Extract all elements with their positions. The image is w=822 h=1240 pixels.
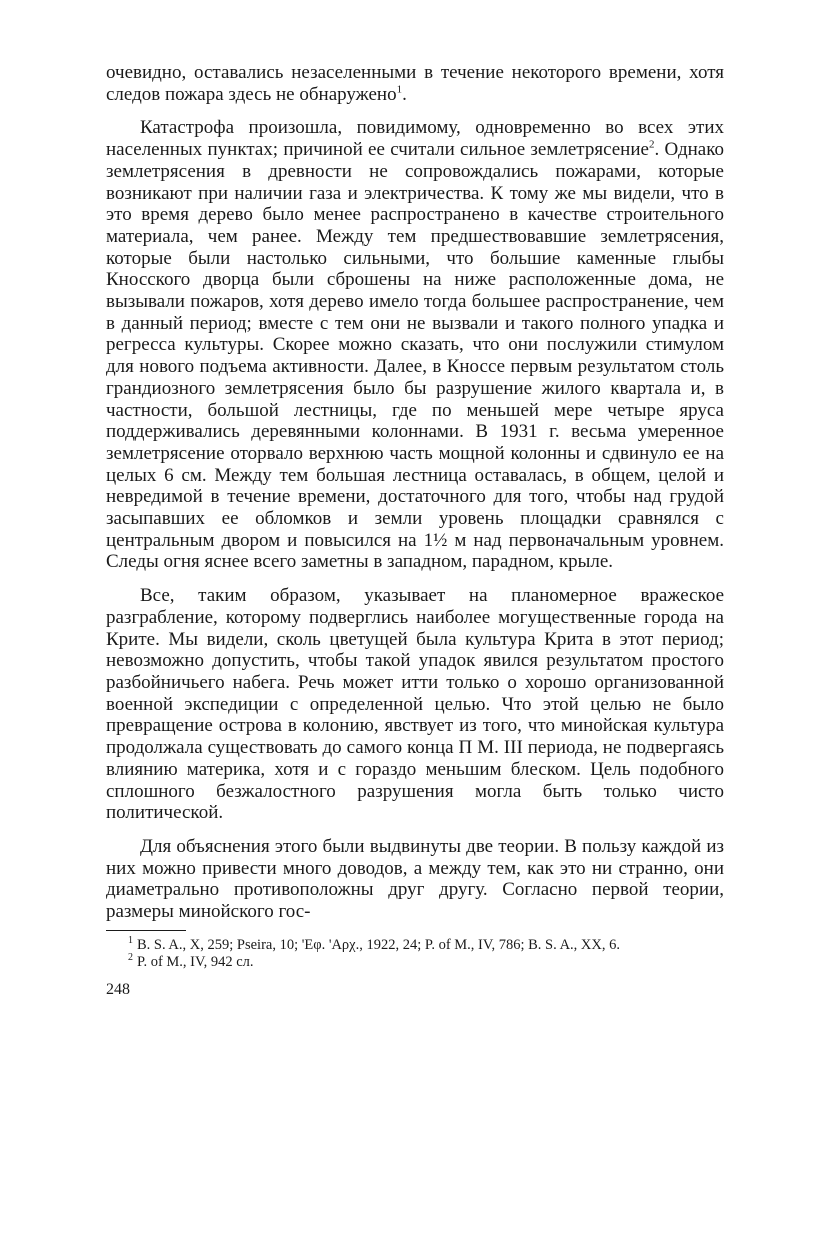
paragraph-2 <box>106 117 724 573</box>
paragraph-3: Все, таким образом, указывает на планомерное вражеское разграбление, которому подверглись наиболее могущественные города на Крите. Мы видели, сколь цветущей была культура Крита в этот период; невозможно допустить, чтобы такой упадок явился результатом простого разбойничьего набега. Речь может итти только о хорошо организованной военной экспедиции с определенной целью. Что этой целью не было превращение острова в колонию, явствует из того, что минойская культура продолжала существовать до самого конца П М. III периода, не подвергаясь влиянию материка, хотя и с гораздо меньшим блеском. Цель подобного сплошного безжалостного разрушения могла быть только чисто политической. <box>106 585 724 824</box>
footnote-2 <box>106 951 724 971</box>
paragraph-gap <box>106 573 724 585</box>
paragraph-gap <box>106 824 724 836</box>
paragraph-gap <box>106 105 724 117</box>
page-number: 248 <box>106 980 130 998</box>
paragraph-2-text-a: Катастрофа произошла, повидимому, одновременно во всех этих населенных пунктах; причиной ее считали сильное землетрясение <box>106 117 724 161</box>
footnote-1 <box>106 934 724 954</box>
paragraph-1-end: . <box>402 83 407 105</box>
footnote-1-number: 1 <box>128 934 133 946</box>
footnote-1-text: B. S. A., X, 259; Pseira, 10; 'Εφ. 'Αρχ., 1922, 24; P. of M., IV, 786; B. S. A., XX, 6. <box>137 936 620 953</box>
footnote-divider <box>106 930 186 931</box>
paragraph-4: Для объяснения этого были выдвинуты две теории. В пользу каждой из них можно привести много доводов, а между тем, как это ни странно, они диаметрально противоположны друг другу. Согласно первой теории, размеры минойского гос- <box>106 835 724 923</box>
paragraph-1-text: очевидно, оставались незаселенными в течение некоторого времени, хотя следов пожара здесь не обнаружено <box>106 62 724 105</box>
paragraph-1 <box>106 62 724 105</box>
footnote-ref-2: 2 <box>648 138 655 151</box>
paragraph-2-text-b: . Однако землетрясения в древности не сопровождались пожарами, которые возникают при наличии газа и электричества. К тому же мы видели, что в это время дерево было менее распространено в качестве строительного материала, чем ранее. Между тем предшествовавшие землетрясения, которые были настолько сильными, что большие каменные глыбы Кносского дворца были сброшены на ниже расположенные дома, не вызывали пожаров, хотя дерево имело тогда большее распространение, чем в данный период; вместе с тем они не вызвали и такого полного упадка и регресса культуры. Скорее можно сказать, что они послужили стимулом для нового подъема активности. Далее, в Кноссе первым результатом столь грандиозного землетрясения было бы разрушение жилого квартала и, в частности, большой лестницы, где по меньшей мере четыре яруса поддерживались деревянными колоннами. В 1931 г. весьма умеренное землетрясение оторвало верхнюю часть мощной колонны и сдвинуло ее на целых 6 см. Между тем большая лестница оставалась, в общем, целой и невредимой в течение времени, достаточного для того, чтобы над грудой засыпавших ее обломков и земли уровень площадки сравнялся с центральным двором и повысился на 1½ м над первоначальным уровнем. Следы огня яснее всего заметны в западном, парадном, крыле. <box>106 139 724 573</box>
footnote-2-number: 2 <box>128 951 133 963</box>
footnote-2-text: P. of M., IV, 942 сл. <box>137 953 254 970</box>
book-page <box>106 62 724 999</box>
footnote-ref-1: 1 <box>396 83 403 96</box>
